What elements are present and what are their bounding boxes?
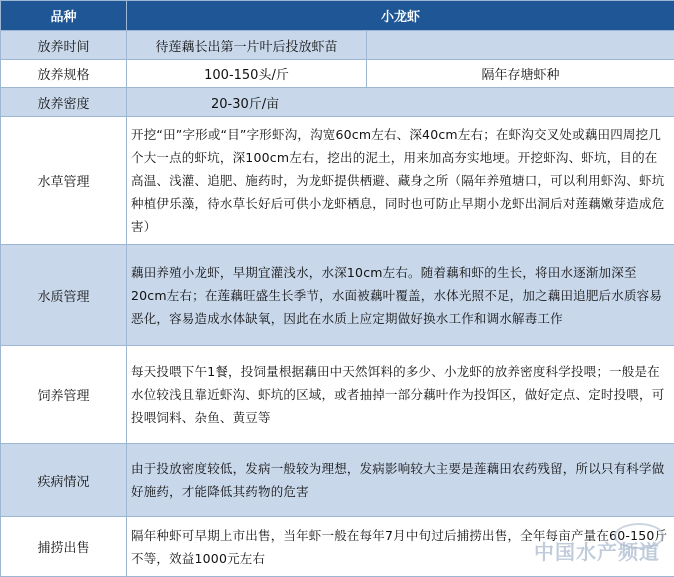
text-water-quality: 藕田养殖小龙虾，早期宜灌浅水，水深10cm左右。随着藕和虾的生长，将田水逐渐加深至20cm左右；在莲藕旺盛生长季节，水面被藕叶覆盖，水体光照不足，加之藕田追肥后水质容易恶化，容易造成水体缺氧，因此在水质上应定期做好换水工作和调水解毒工作 <box>127 245 674 346</box>
label-stocking-density: 放养密度 <box>1 88 127 117</box>
row-harvest <box>1 517 674 577</box>
row-disease <box>1 444 674 517</box>
text-aquatic-plants: 开挖“田”字形或“目”字形虾沟，沟宽60cm左右、深40cm左右；在虾沟交叉处或藕田四周挖几个大一点的虾坑，深100cm左右，挖出的泥土，用来加高夯实地埂。开挖虾沟、虾坑，目的在高温、浅灌、追肥、施药时，为龙虾提供栖避、藏身之所（隔年养殖塘口，可以利用虾沟、虾坑种植伊乐藻，待水草长好后可供小龙虾栖息，同时也可防止早期小龙虾出洞后对莲藕嫩芽造成危害） <box>127 117 674 245</box>
row-stocking-time <box>1 31 674 60</box>
label-stocking-size: 放养规格 <box>1 60 127 88</box>
extra-stocking-size: 隔年存塘虾种 <box>367 60 674 88</box>
label-feeding: 饲养管理 <box>1 346 127 444</box>
row-stocking-size <box>1 60 674 88</box>
row-feeding <box>1 346 674 444</box>
value-stocking-time: 待莲藕长出第一片叶后投放虾苗 <box>127 31 367 60</box>
value-stocking-density: 20-30斤/亩 <box>127 88 674 117</box>
watermark-text: 中国水产频道 <box>534 536 660 565</box>
header-variety-label: 品种 <box>1 1 127 31</box>
label-harvest: 捕捞出售 <box>1 517 127 577</box>
label-water-quality: 水质管理 <box>1 245 127 346</box>
label-aquatic-plants: 水草管理 <box>1 117 127 245</box>
text-disease: 由于投放密度较低，发病一般较为理想，发病影响较大主要是莲藕田农药残留，所以只有科学做好施药，才能降低其药物的危害 <box>127 444 674 517</box>
label-stocking-time: 放养时间 <box>1 31 127 60</box>
row-water-quality <box>1 245 674 346</box>
text-harvest: 隔年种虾可早期上市出售，当年虾一般在每年7月中旬过后捕捞出售，全年每亩产量在60-150斤不等，效益1000元左右 <box>127 517 674 577</box>
label-disease: 疾病情况 <box>1 444 127 517</box>
value-stocking-size: 100-150头/斤 <box>127 60 367 88</box>
row-aquatic-plants <box>1 117 674 245</box>
text-feeding: 每天投喂下午1餐，投饲量根据藕田中天然饵料的多少、小龙虾的放养密度科学投喂；一般是在水位较浅且靠近虾沟、虾坑的区域，或者抽掉一部分藕叶作为投饵区，做好定点、定时投喂，可投喂饲料、杂鱼、黄豆等 <box>127 346 674 444</box>
extra-stocking-time <box>367 31 674 60</box>
header-row <box>1 1 674 31</box>
row-stocking-density <box>1 88 674 117</box>
header-variety-value: 小龙虾 <box>127 1 674 31</box>
